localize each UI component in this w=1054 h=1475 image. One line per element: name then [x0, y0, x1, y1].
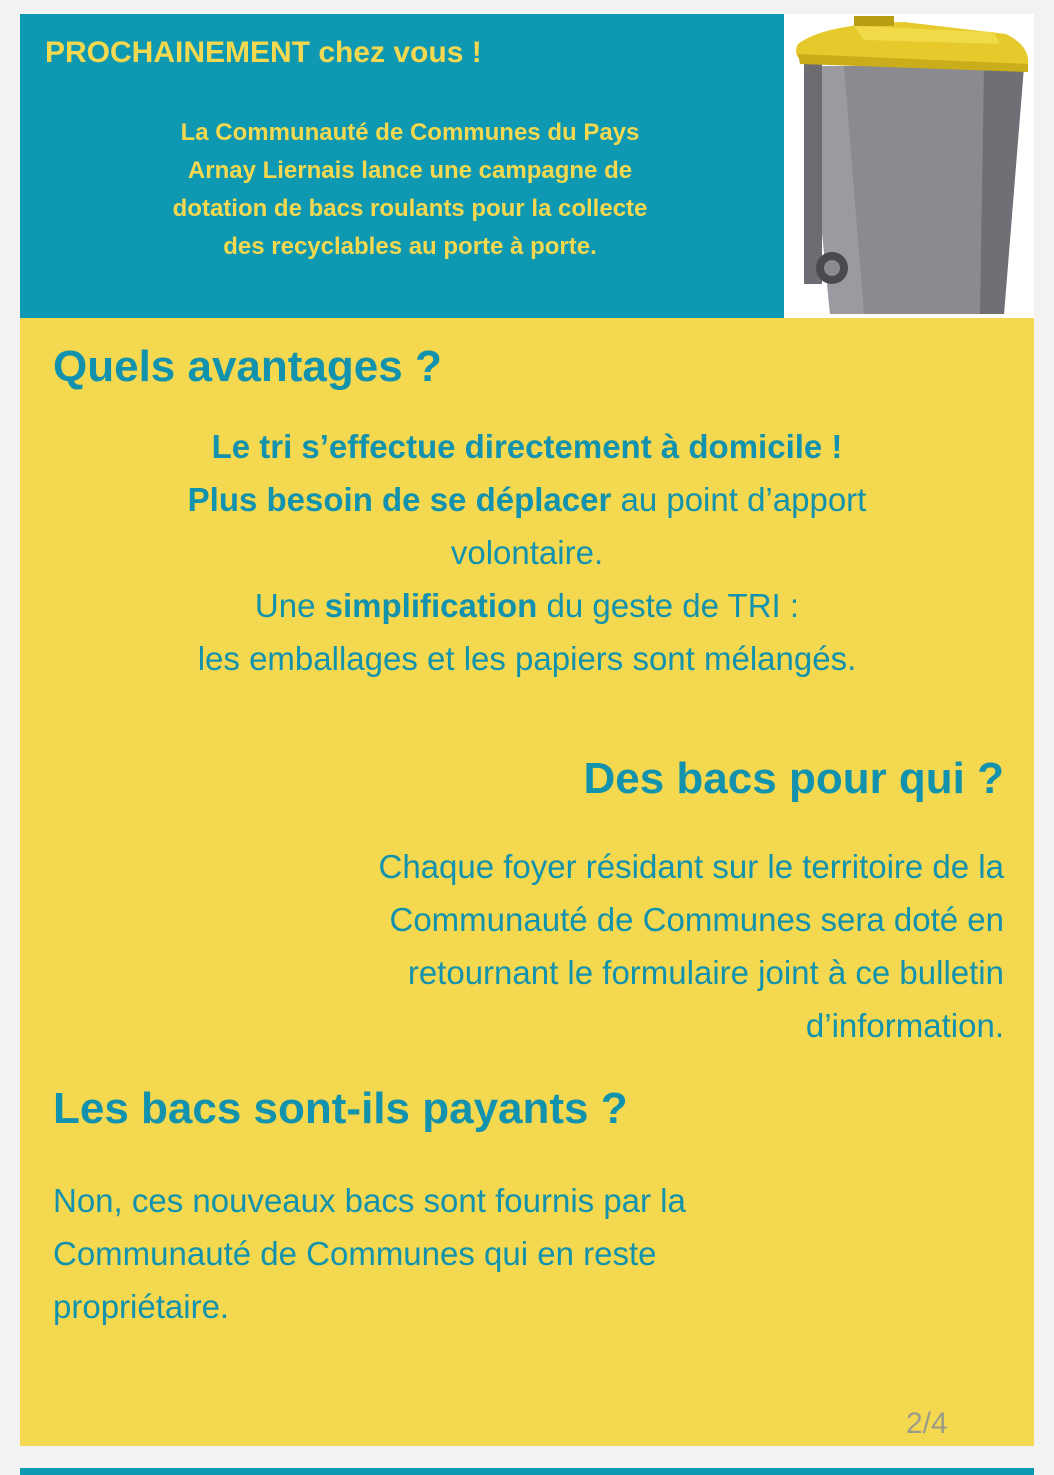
who-line: retournant le formulaire joint à ce bulletin — [407, 954, 1004, 991]
advantages-line2-rest: au point d’apport — [611, 481, 867, 518]
who-line: d’information. — [805, 1007, 1004, 1044]
page-number: 2/4 — [906, 1407, 948, 1440]
header-title: PROCHAINEMENT chez vous ! — [45, 36, 482, 69]
header-intro-line: des recyclables au porte à porte. — [223, 233, 597, 260]
advantages-line4-pre: Une — [254, 587, 325, 624]
wheelie-bin-image — [784, 14, 1034, 318]
advantages-heading: Quels avantages ? — [53, 342, 442, 391]
advantages-line — [20, 420, 1034, 473]
advantages-line: les emballages et les papiers sont mélangés. — [197, 640, 857, 677]
header-intro-line: dotation de bacs roulants pour la collecte — [172, 195, 648, 222]
wheelie-bin-icon — [784, 14, 1034, 318]
advantages-line4-bold: simplification — [324, 587, 538, 624]
advantages-line — [20, 579, 1034, 632]
advantages-line2-bold: Plus besoin de se déplacer — [187, 481, 612, 518]
advantages-line4-rest: du geste de TRI : — [537, 587, 800, 624]
header-banner — [20, 14, 784, 318]
cost-line: Non, ces nouveaux bacs sont fournis par la — [53, 1182, 686, 1219]
advantages-line1: Le tri s’effectue directement à domicile ! — [211, 428, 843, 465]
advantages-line: volontaire. — [450, 534, 604, 571]
who-text — [104, 840, 1004, 1052]
advantages-text — [20, 420, 1034, 685]
cost-line: Communauté de Communes qui en reste — [53, 1235, 657, 1272]
header-intro-line: Arnay Liernais lance une campagne de — [187, 157, 633, 184]
who-line: Communauté de Communes sera doté en — [389, 901, 1004, 938]
cost-heading: Les bacs sont-ils payants ? — [53, 1084, 628, 1133]
cost-line: propriétaire. — [53, 1288, 230, 1325]
cost-text — [53, 1174, 953, 1333]
next-page-edge — [20, 1468, 1034, 1475]
advantages-line — [20, 473, 1034, 526]
header-intro — [60, 114, 760, 266]
header-intro-line: La Communauté de Communes du Pays — [180, 119, 640, 146]
page-2 — [20, 14, 1034, 1446]
who-heading: Des bacs pour qui ? — [583, 754, 1004, 803]
who-line: Chaque foyer résidant sur le territoire de la — [378, 848, 1004, 885]
